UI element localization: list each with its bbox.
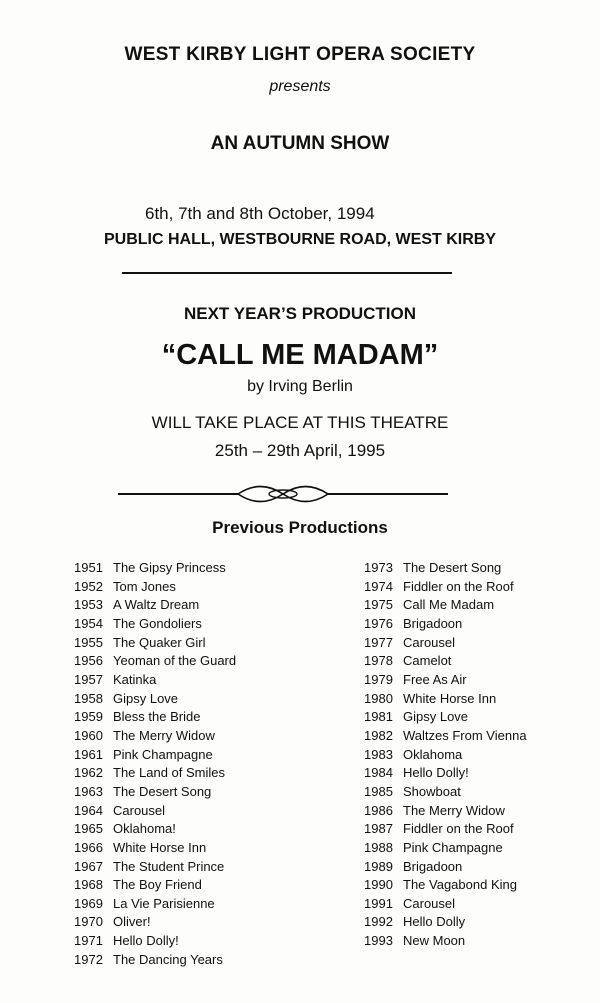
flourish-ornament-icon [118,484,448,504]
next-production-author: by Irving Berlin [247,378,353,395]
production-title: Gipsy Love [113,690,179,706]
production-year: 1983 [364,746,393,762]
production-item [364,876,527,895]
production-year: 1952 [74,578,103,594]
production-year: 1984 [364,765,393,781]
production-item [364,913,527,932]
production-title: Oklahoma! [113,821,176,837]
production-item [74,783,236,802]
production-title: Free As Air [403,671,467,687]
production-item [74,671,236,690]
production-item [74,913,236,932]
production-item [364,820,527,839]
production-item [364,783,527,802]
production-item [364,671,527,690]
production-title: Fiddler on the Roof [403,578,514,594]
production-item [74,746,236,765]
production-title: Tom Jones [113,578,176,594]
production-year: 1961 [74,746,103,762]
production-year: 1954 [74,615,103,631]
production-year: 1955 [74,634,103,650]
production-item [364,727,527,746]
production-item [74,727,236,746]
production-title: The Vagabond King [403,877,517,893]
next-production-label: NEXT YEAR’S PRODUCTION [183,304,417,323]
production-year: 1962 [74,765,103,781]
production-year: 1975 [364,597,393,613]
production-year: 1969 [74,895,103,911]
production-title: Call Me Madam [403,597,495,613]
production-item [364,615,527,634]
production-year: 1980 [364,690,393,706]
production-title: The Land of Smiles [113,765,226,781]
production-item [74,820,236,839]
production-title: Pink Champagne [113,746,213,762]
production-title: The Gipsy Princess [113,560,226,575]
production-year: 1979 [364,671,393,687]
production-item [74,615,236,634]
production-item [364,858,527,877]
production-year: 1963 [74,783,103,799]
production-item [364,690,527,709]
production-item [74,764,236,783]
production-year: 1965 [74,821,103,837]
production-item [74,708,236,727]
production-title: La Vie Parisienne [113,895,215,911]
production-item [74,690,236,709]
production-title: Hello Dolly! [403,765,469,781]
production-title: The Desert Song [113,783,212,799]
production-year: 1985 [364,783,393,799]
production-year: 1966 [74,839,103,855]
production-title: The Dancing Years [113,951,223,967]
production-item [364,708,527,727]
production-item [74,652,236,671]
production-item [364,578,527,597]
production-title: Carousel [403,634,456,650]
productions-list-left [74,559,236,969]
production-title: Hello Dolly [403,914,466,930]
production-title: Showboat [403,783,461,799]
production-year: 1956 [74,653,103,669]
next-production-location: WILL TAKE PLACE AT THIS THEATRE [151,413,449,432]
production-year: 1959 [74,709,103,725]
production-year: 1958 [74,690,103,706]
production-item [74,634,236,653]
production-item [74,895,236,914]
production-year: 1970 [74,914,103,930]
production-item [364,634,527,653]
production-title: The Quaker Girl [113,634,206,650]
production-title: Pink Champagne [403,839,503,855]
production-year: 1993 [364,933,393,949]
production-item [364,839,527,858]
production-title: Brigadoon [403,615,463,631]
production-item [74,596,236,615]
production-item [74,802,236,821]
production-year: 1960 [74,727,103,743]
production-year: 1967 [74,858,103,874]
show-title: AN AUTUMN SHOW [210,133,390,154]
production-item [364,802,527,821]
production-title: Katinka [113,671,157,687]
production-title: Brigadoon [403,858,463,874]
production-year: 1974 [364,578,393,594]
production-item [364,559,527,578]
production-year: 1971 [74,933,103,949]
production-year: 1951 [74,560,103,575]
production-year: 1972 [74,951,103,967]
production-title: Fiddler on the Roof [403,821,514,837]
production-title: Carousel [113,802,166,818]
production-title: White Horse Inn [403,690,497,706]
production-title: Carousel [403,895,456,911]
production-item [364,895,527,914]
production-title: The Merry Widow [403,802,505,818]
venue: PUBLIC HALL, WESTBOURNE ROAD, WEST KIRBY [104,231,496,248]
production-title: Yeoman of the Guard [113,653,237,669]
society-name: WEST KIRBY LIGHT OPERA SOCIETY [124,44,476,65]
production-title: Camelot [403,653,452,669]
production-item [74,951,236,970]
previous-productions-heading: Previous Productions [212,518,388,537]
production-year: 1973 [364,560,393,575]
next-production-title: “CALL ME MADAM” [161,339,439,371]
next-production-dates: 25th – 29th April, 1995 [214,441,386,460]
production-year: 1992 [364,914,393,930]
production-item [74,839,236,858]
production-year: 1986 [364,802,393,818]
production-item [74,578,236,597]
production-item [364,746,527,765]
production-year: 1964 [74,802,103,818]
production-year: 1957 [74,671,103,687]
production-year: 1981 [364,709,393,725]
production-item [364,764,527,783]
production-title: The Desert Song [403,560,502,575]
production-title: A Waltz Dream [113,597,200,613]
presents-text: presents [269,78,331,95]
production-item [364,932,527,951]
production-year: 1988 [364,839,393,855]
production-item [74,559,236,578]
production-year: 1978 [364,653,393,669]
production-title: Oklahoma [403,746,463,762]
production-year: 1976 [364,615,393,631]
production-title: The Student Prince [113,858,225,874]
production-title: The Gondoliers [113,615,202,631]
production-year: 1990 [364,877,393,893]
production-title: Bless the Bride [113,709,201,725]
production-year: 1968 [74,877,103,893]
production-year: 1987 [364,821,393,837]
production-title: White Horse Inn [113,839,207,855]
production-item [74,932,236,951]
production-title: The Boy Friend [113,877,202,893]
production-year: 1953 [74,597,103,613]
production-title: Hello Dolly! [113,933,179,949]
production-title: New Moon [403,933,466,949]
production-title: The Merry Widow [113,727,215,743]
production-title: Waltzes From Vienna [403,727,527,743]
production-title: Oliver! [113,914,151,930]
production-item [74,858,236,877]
productions-list-right [364,559,527,951]
production-item [364,596,527,615]
production-item [364,652,527,671]
production-year: 1977 [364,634,393,650]
production-year: 1982 [364,727,393,743]
production-item [74,876,236,895]
divider-line [122,272,452,274]
show-dates: 6th, 7th and 8th October, 1994 [145,204,375,223]
production-year: 1989 [364,858,393,874]
production-title: Gipsy Love [403,709,469,725]
production-year: 1991 [364,895,393,911]
